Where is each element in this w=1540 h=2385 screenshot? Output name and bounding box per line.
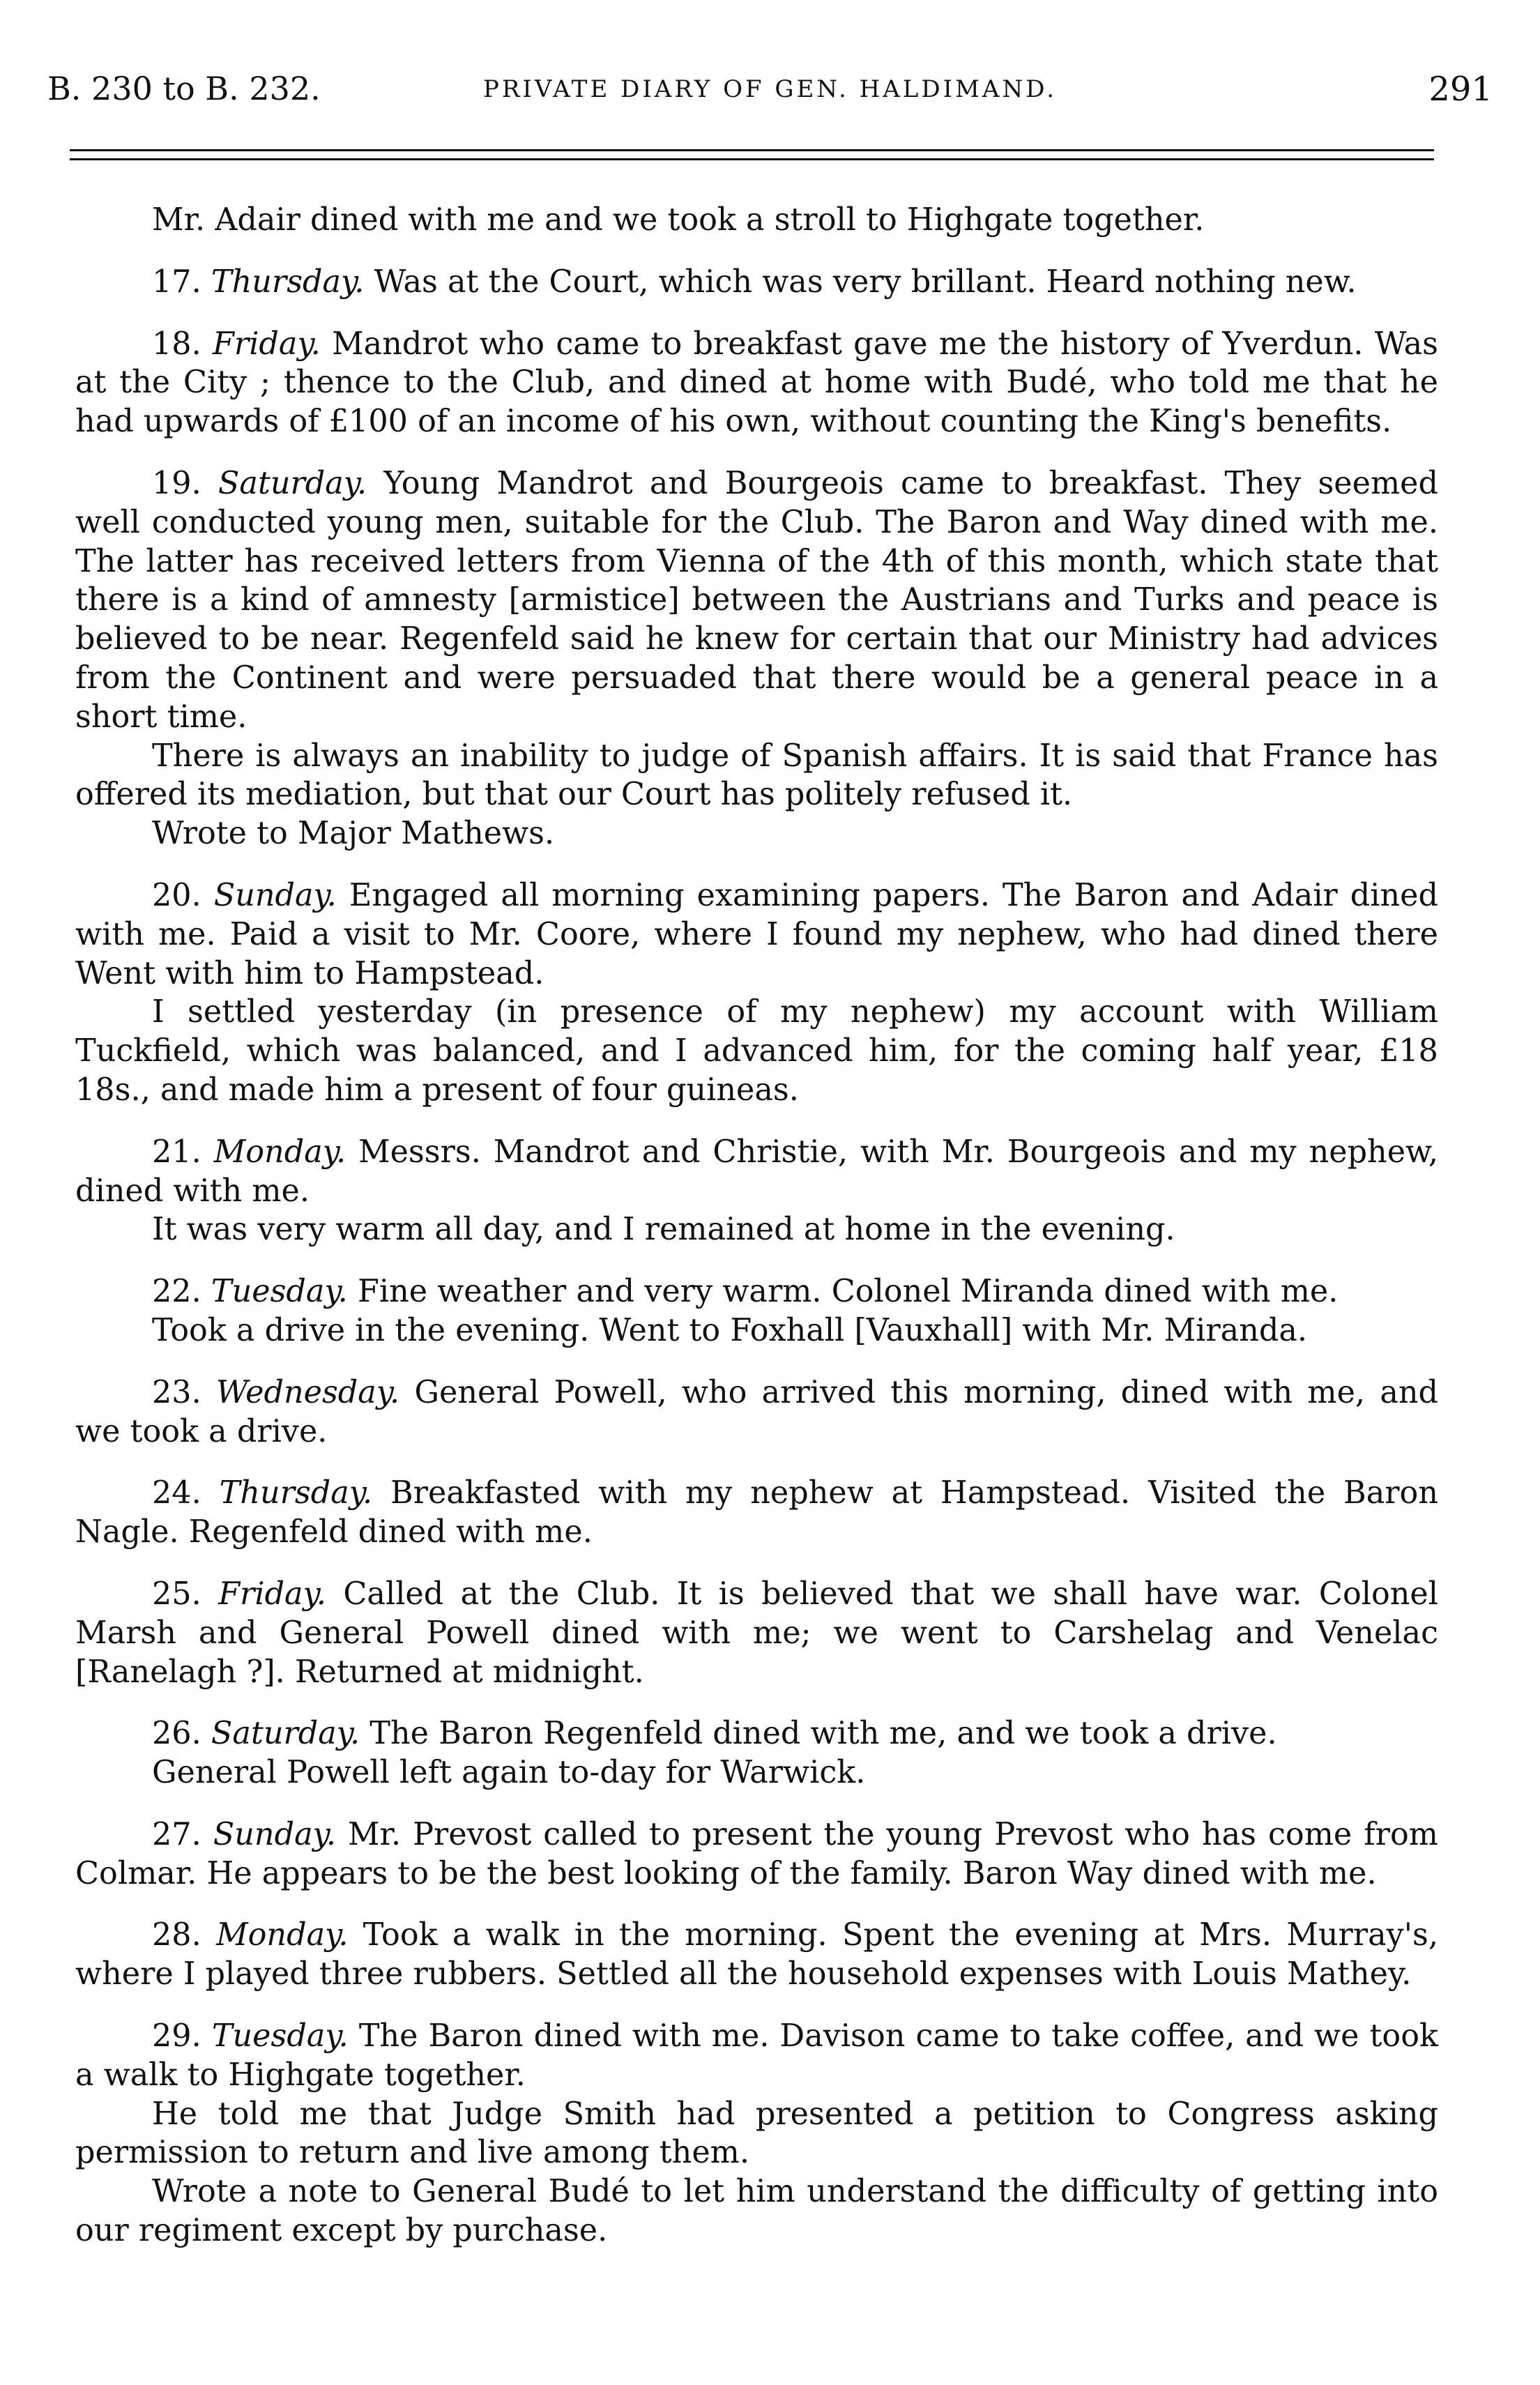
entry-text: General Powell left again to-day for Warwick.	[152, 1755, 866, 1791]
entry-paragraph	[75, 1575, 1438, 1691]
entry-paragraph	[75, 201, 1438, 240]
entry-text: Took a walk in the morning. Spent the evening at Mrs. Murray's, where I played three rubbers. Settled all the household expenses with Louis Mathey.	[75, 1917, 1438, 1992]
entry-day: 19.	[152, 465, 218, 501]
entry-weekday: Tuesday.	[211, 1274, 348, 1310]
entry-text: He told me that Judge Smith had presented a petition to Congress asking permission to return and live among them.	[75, 2096, 1438, 2171]
entry-text: It was very warm all day, and I remained at home in the evening.	[152, 1212, 1175, 1248]
entry-paragraph	[75, 2017, 1438, 2095]
entry-text: Took a drive in the evening. Went to Foxhall [Vauxhall] with Mr. Miranda.	[152, 1312, 1308, 1348]
entry-weekday: Friday.	[218, 1576, 326, 1612]
entry-paragraph	[75, 1272, 1438, 1311]
entry-day: 27.	[152, 1816, 213, 1852]
running-title: PRIVATE DIARY OF GEN. HALDIMAND.	[482, 75, 1058, 103]
entry-text: Messrs. Mandrot and Christie, with Mr. Bourgeois and my nephew, dined with me.	[75, 1134, 1439, 1209]
entry-day: 18.	[152, 326, 213, 362]
entry-weekday: Thursday.	[211, 264, 365, 300]
entry-paragraph	[75, 2095, 1438, 2173]
entry-paragraph	[75, 814, 1438, 853]
entry-weekday: Thursday.	[219, 1475, 373, 1511]
entry-paragraph	[75, 325, 1438, 441]
entry-weekday: Saturday.	[211, 1716, 360, 1752]
running-head	[47, 70, 1493, 119]
entry-text: Wrote a note to General Budé to let him understand the difficulty of getting into our regiment except by purchase.	[75, 2174, 1438, 2249]
entry-text: Mr. Adair dined with me and we took a stroll to Highgate together.	[152, 202, 1205, 238]
page-number: 291	[1428, 70, 1493, 109]
entry-paragraph	[75, 876, 1438, 993]
entry-text: Fine weather and very warm. Colonel Miranda dined with me.	[347, 1274, 1339, 1310]
entry-text: The Baron dined with me. Davison came to take coffee, and we took a walk to Highgate together.	[75, 2018, 1438, 2093]
entry-text: There is always an inability to judge of Spanish affairs. It is said that France has offered its mediation, but that our Court has politely refused it.	[75, 738, 1438, 813]
entry-paragraph	[75, 263, 1438, 302]
entry-paragraph	[75, 1311, 1438, 1350]
entry-day: 17.	[152, 264, 211, 300]
entry-paragraph	[75, 737, 1438, 815]
entry-paragraph	[75, 1474, 1438, 1552]
entry-day: 22.	[152, 1274, 211, 1310]
entry-day: 25.	[152, 1576, 219, 1612]
entry-day: 21.	[152, 1134, 214, 1170]
entry-paragraph	[75, 1714, 1438, 1753]
entry-paragraph	[75, 1373, 1438, 1451]
entry-text: Young Mandrot and Bourgeois came to breakfast. They seemed well conducted young men, suitable for the Club. The Baron and Way dined with me. The latter has received letters from Vienna of the 4th of this month, which state that there is a kind of amnesty [armistice] between the Austrians and Turks and peace is believed to be near. Regenfeld said he knew for certain that our Ministry had advices from the Continent and were persuaded that there would be a general peace in a short time.	[75, 465, 1438, 735]
entry-text: Called at the Club. It is believed that we shall have war. Colonel Marsh and General Powell dined with me; we went to Carshelag and Venelac [Ranelagh ?]. Returned at midnight.	[75, 1576, 1438, 1690]
entry-paragraph	[75, 993, 1438, 1109]
entry-weekday: Saturday.	[218, 465, 367, 501]
entry-text: Mr. Prevost called to present the young Prevost who has come from Colmar. He appears to be the best looking of the family. Baron Way dined with me.	[75, 1816, 1438, 1891]
entry-paragraph	[75, 2172, 1438, 2250]
entry-text: Engaged all morning examining papers. The Baron and Adair dined with me. Paid a visit to Mr. Coore, where I found my nephew, who had dined there Went with him to Hampstead.	[75, 877, 1438, 991]
entry-day: 26.	[152, 1716, 211, 1752]
entry-text: Wrote to Major Mathews.	[152, 816, 555, 852]
entry-day: 20.	[152, 877, 214, 913]
entry-paragraph	[75, 1815, 1438, 1893]
entry-text: Breakfasted with my nephew at Hampstead. Visited the Baron Nagle. Regenfeld dined with me.	[75, 1475, 1439, 1550]
entry-day: 29.	[152, 2018, 212, 2055]
header-rule	[70, 149, 1434, 160]
entry-text: The Baron Regenfeld dined with me, and we took a drive.	[360, 1716, 1277, 1752]
entry-weekday: Wednesday.	[216, 1374, 400, 1410]
entry-weekday: Tuesday.	[211, 2018, 349, 2055]
entry-paragraph	[75, 1133, 1438, 1211]
entry-paragraph	[75, 1916, 1438, 1994]
entry-text: General Powell, who arrived this morning, dined with me, and we took a drive.	[75, 1374, 1438, 1449]
entry-weekday: Monday.	[213, 1134, 346, 1170]
entry-weekday: Friday.	[213, 326, 321, 362]
entry-text: Was at the Court, which was very brillant. Heard nothing new.	[364, 264, 1357, 300]
entry-day: 24.	[152, 1475, 220, 1511]
entry-weekday: Sunday.	[213, 1816, 336, 1852]
diary-text	[75, 201, 1438, 2250]
entry-weekday: Sunday.	[213, 877, 337, 913]
entry-day: 23.	[152, 1374, 217, 1410]
entry-text: I settled yesterday (in presence of my nephew) my account with William Tuckfield, which was balanced, and I advanced him, for the coming half year, £18 18s., and made him a present of four guineas.	[75, 994, 1438, 1108]
entry-paragraph	[75, 464, 1438, 737]
entry-paragraph	[75, 1210, 1438, 1249]
entry-paragraph	[75, 1753, 1438, 1792]
entry-text: Mandrot who came to breakfast gave me the history of Yverdun. Was at the City ; thence to the Club, and dined at home with Budé, who told me that he had upwards of £100 of an income of his own, without counting the King's benefits.	[75, 326, 1438, 440]
entry-day: 28.	[152, 1917, 217, 1953]
entry-weekday: Monday.	[216, 1917, 349, 1953]
section-range: B. 230 to B. 232.	[47, 70, 321, 107]
